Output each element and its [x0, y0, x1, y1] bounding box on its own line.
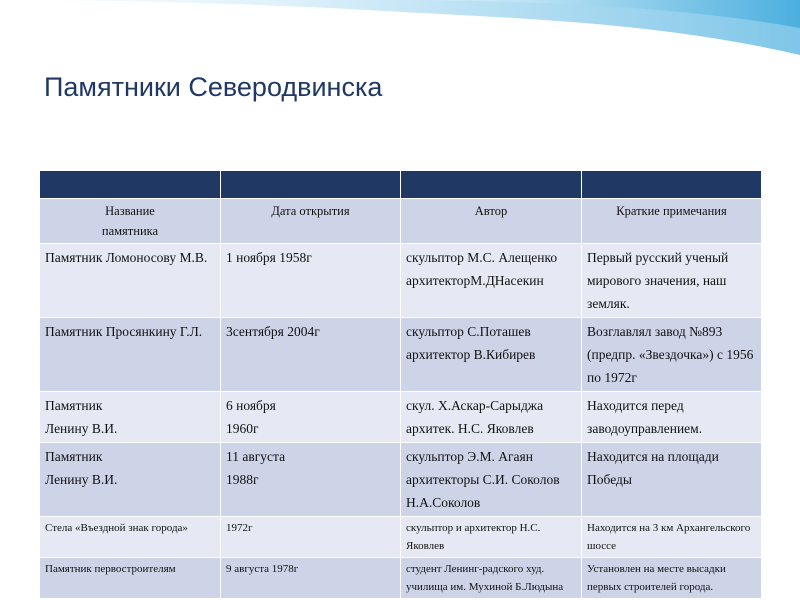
cell-note: Первый русский ученый мирового значения, наш земляк. [582, 244, 762, 318]
table-header-row [40, 199, 762, 244]
table-row [40, 517, 762, 558]
band-cell [221, 171, 401, 199]
cell-date: 1972г [221, 517, 401, 558]
cell-note: Находится на 3 км Архангельского шоссе [582, 517, 762, 558]
header-notes: Краткие примечания [582, 199, 762, 244]
cell-author: скульптор С.Поташев архитектор В.Кибирев [401, 318, 582, 392]
page-title: Памятники Северодвинска [44, 72, 383, 102]
table-top-band [40, 171, 762, 199]
cell-name: Стела «Въездной знак города» [40, 517, 221, 558]
cell-date: 1 ноября 1958г [221, 244, 401, 318]
table-row [40, 558, 762, 599]
cell-note: Находится на площади Победы [582, 443, 762, 517]
cell-note: Возглавлял завод №893 (предпр. «Звездочка») с 1956 по 1972г [582, 318, 762, 392]
band-cell [401, 171, 582, 199]
decorative-wave-banner [0, 0, 800, 70]
cell-author: скульптор Э.М. Агаян архитекторы С.И. Соколов Н.А.Соколов [401, 443, 582, 517]
cell-name: Памятник Просянкину Г.Л. [40, 318, 221, 392]
table-row [40, 318, 762, 392]
cell-author: студент Ленинг-радского худ. училища им. Мухиной Б.Людына [401, 558, 582, 599]
cell-date: 9 августа 1978г [221, 558, 401, 599]
header-date: Дата открытия [221, 199, 401, 244]
cell-name: Памятник Ленину В.И. [40, 392, 221, 443]
cell-author: скульптор М.С. Алещенко архитекторМ.ДНасекин [401, 244, 582, 318]
cell-author: скул. Х.Аскар-Сарыджа архитек. Н.С. Яковлев [401, 392, 582, 443]
cell-note: Находится перед заводоуправлением. [582, 392, 762, 443]
cell-date: 3сентября 2004г [221, 318, 401, 392]
cell-author: скульптор и архитектор Н.С. Яковлев [401, 517, 582, 558]
header-author: Автор [401, 199, 582, 244]
cell-name: Памятник Ломоносову М.В. [40, 244, 221, 318]
table-row [40, 392, 762, 443]
table-row [40, 244, 762, 318]
cell-note: Установлен на месте высадки первых строителей города. [582, 558, 762, 599]
cell-date: 11 августа 1988г [221, 443, 401, 517]
header-name: Название памятника [40, 199, 221, 244]
cell-name: Памятник первостроителям [40, 558, 221, 599]
cell-date: 6 ноября 1960г [221, 392, 401, 443]
band-cell [40, 171, 221, 199]
monuments-table [39, 170, 762, 599]
table-row [40, 443, 762, 517]
cell-name: Памятник Ленину В.И. [40, 443, 221, 517]
band-cell [582, 171, 762, 199]
